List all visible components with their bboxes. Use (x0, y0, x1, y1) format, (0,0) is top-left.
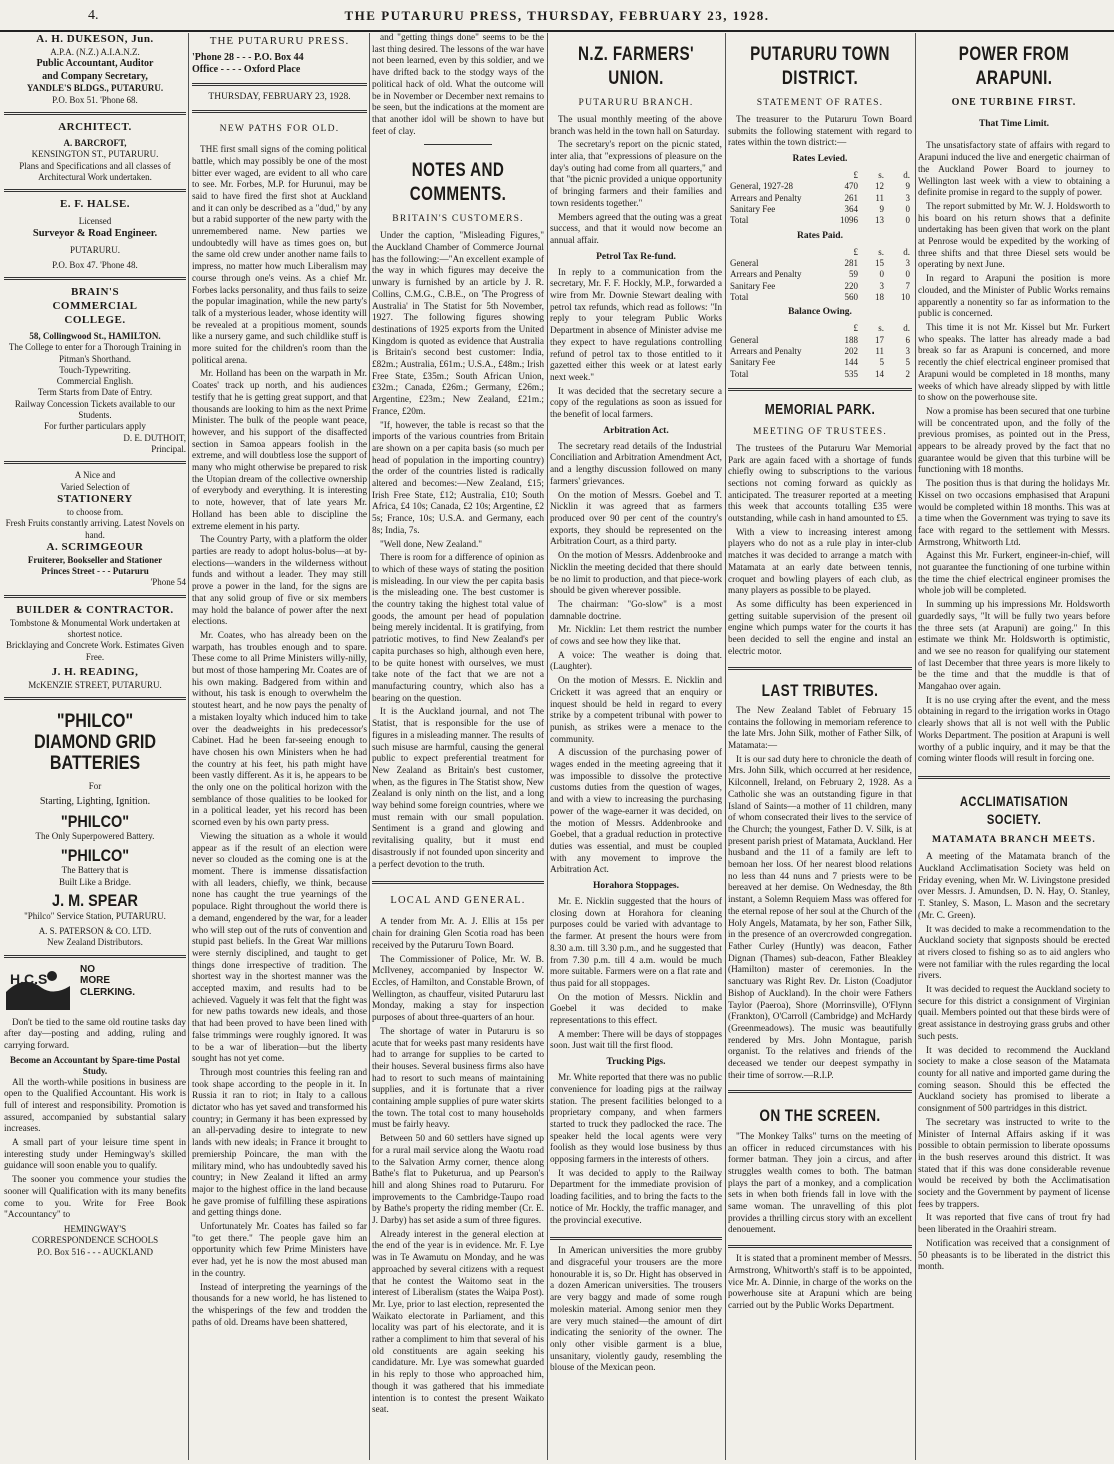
pigs-heading: Trucking Pigs. (606, 1057, 666, 1068)
town-district-column: PUTARURU TOWN DISTRICT. STATEMENT OF RATES. The treasurer to the Putaruru Town Board submits the following statement with regard to rates within the town district:— Rates Levied. £ s. d. General, 1927-28 470 12 9 Arrears and Penalty 261 11 3 Sanitary Fee 364 9 0 Total 1096 13 0 Rates Paid. £ s. d. General 281 15 3 Arrears and Penalty 59 0 0 Sanitary Fee 220 3 7 Total 560 18 10 Balance Owing. £ s. d. General 188 17 6 Arrears and Penalty 202 11 3 Sanitary Fee 144 5 5 Total 535 14 2 MEMORIAL PARK. MEETING OF TRUSTEES. The trustees of the Putaruru War Memorial Park are again faced with a shortage of funds chiefly owing to subscriptions to the various sections not coming forward as quickly as anticipated. The treasurer reported at a meeting this week that accounts totalling £35 were outstanding, while cash in hand amounted to £5. With a view to increasing interest among players who do not as a rule play in inter-club matches it was decided to arrange a match with Matamata at an early date between tennis, croquet and bowling players of each club, as many players as possible to be played. As some difficulty has been experienced in getting suitable supervision of the present oil engine which pumps water for the courts it has been decided to sell the engine and instal an electric motor. LAST TRIBUTES. The New Zealand Tablet of February 15 contains the following in memoriam reference to the late Mrs. John Silk, mother of Father Silk, of Matamata:— It is our sad duty here to chronicle the death of Mrs. John Silk, which occurred at her residence, Kilconnell, Ireland, on February 2, 1928. As a Catholic she was an outstanding figure in that Island of Saints—a mother of 11 children, many of whom consecrated their lives to the service of the Church; the youngest, Father D. V. Silk, is at present parish priest of Matamata, Auckland. Her husband and the 11 of a family are left to bemoan her loss. Of her nearest blood relations no less than 44 nuns and 7 priests were to be bereaved at her demise. On Wednesday, the 8th instant, a Solemn Requiem Mass was offered for the eternal repose of her soul at the Church of the Holy Angels, Matamata, by her son, Father Silk, in the presence of an overcrowded congregation. Father Curley (Huntly) was deacon, Father Dignan (Thames) sub-deacon, Father Bleakley (Hamilton) master of ceremonies. In the sanctuary was Right Rev. Dr. Liston (Coadjutor Bishop of Auckland). In the choir were Fathers Taylor (Paeroa), Shore (Morrinsville), O'Flynn (Frankton), O'Carroll (Cambridge) and McHardy (Greenmeadows). The music was beautifully rendered by Mrs. John Montague, parish organist. To the relatives and friends of the deceased we tender our deepest sympathy in their time of sorrow.—R.I.P. ON THE SCREEN. "The Monkey Talks" turns on the meeting of an officer in reduced circumstances with his former batman. They join a circus, and after struggles wealth comes to both. The batman plays the part of a monkey, and a complication sets in when both friends fall in love with the same woman. The unravelling of this plot provides a thrilling circus story with an excellent denouement. It is stated that a prominent member of Messrs. Armstrong, Whitworth's staff is to be appointed, vice Mr. A. Dinnie, in charge of the works on the powerhouse site at Arapuni which are being carried out by the Public Works Department. (728, 44, 912, 1311)
issue-date: THURSDAY, FEBRUARY 23, 1928. (208, 92, 351, 103)
balance-owing-table (728, 323, 912, 380)
rates-paid-table (728, 247, 912, 304)
rates-row: Total 1096 13 0 (730, 215, 910, 226)
editorial-continued: and "getting things done" seems to be the last thing desired. The lessons of the war have not been learned, even by this soldier, and we have drifted back to the stodgy ways of the political hack of old. What the outcome will be in November or December next remains to be seen, but the indications at the moment are that another idol will be shown to have but feet of clay. (372, 33, 544, 137)
acclimatisation-title: ACCLIMATISATION SOCIETY. (959, 793, 1069, 827)
column-divider (188, 33, 189, 1460)
arapuni-title: POWER FROM ARAPUNI. (958, 44, 1070, 89)
page-number: 4. (88, 8, 99, 23)
notes-body: Under the caption, "Misleading Figures," the Auckland Chamber of Commerce Journal has the following:—"An excellent example of the way in which figures may deceive the unwary is furnished by an article by J. R. Collins, C.M.G., C.B.E., on 'The Progress of Australia' in The Statist for 5th November, 1927. The following figures showing destinations of 1925 exports from the United Kingdom is quoted as evidence that Australia is Britain's second best customer: India, £82m.; Australia, £61m.; U.S.A., £48m.; Irish Free State, £35m.; South African Union, £32m.; Canada, £26m.; Germany, £26m.; Argentine, £23m.; New Zealand, £21m.; France, £20m. "If, however, the table is recast so that the imports of the various countries from Britain are shown on a per capita basis (so much per head of population in the importing country) the order of the countries listed is radically altered and becomes:—New Zealand, £15; Irish Free State, £12; Australia, £10; South Africa, £4 10s; Canada, £2 10s; Argentine, £2 5s; France, 10s; U.S.A. and Germany, each 8s; India, 7s. "Well done, New Zealand." There is room for a difference of opinion as to which of these ways of stating the position is misleading. In our view the per capita basis is the misleading one. The best customer is the country taking the highest total value of goods, the amount per head of population being merely incidental. It is gratifying, from patriotic motives, to find New Zealand's per capita purchases so high, although even here, to be quite honest with ourselves, we must take note of the fact that we are not a manufacturing country, which also has a bearing on the question. It is the Auckland journal, and not The Statist, that is responsible for the use of figures in a misleading manner. The results of such misuse are harmful, causing the general public to expect preferential treatment for New Zealand as Britain's best customer, when, as the figures in The Statist show, New Zealand is only ninth on the list, and a long way behind some foreign countries, where we must remain with our small population. Sentiment is a grand and glowing and revitalising quality, but it must end disastrously if not founded upon sincerity and a perfect devotion to the truth. (372, 231, 544, 870)
rates-paid-heading: Rates Paid. (797, 230, 843, 241)
rates-row: Arrears and Penalty 59 0 0 (730, 269, 910, 280)
local-body: A tender from Mr. A. J. Ellis at 15s per chain for draining Glen Scotia road has been received by the Putaruru Town Board. The Commissioner of Police, Mr. W. B. McIlveney, accompanied by Inspector W. Eccles, of Hamilton, and Constable Brown, of Wellington, as chauffeur, visited Putaruru last Monday, making a stay for inspection purposes of about three-quarters of an hour. The shortage of water in Putaruru is so acute that for weeks past many residents have had to arrange for supplies to be carted to their houses. Several business firms also have had to resort to such means of maintaining supplies, and it is fortunate that a river containing ample supplies of pure water skirts the town. The total cost to many households must be fairly heavy. Between 50 and 60 settlers have signed up for a rural mail service along the Waotu road to the Salvation Army corner, thence along Bathe's flat to Puketurua, and up Pearson's hill and along Shines road to Putaruru. For improvements to the Cambridge-Taupo road by Bathe's property the riding member (Cr. E. J. Darby) has set aside a sum of three figures. Already interest in the general election at the end of the year is in evidence. Mr. F. Lye was in Te Awamutu on Monday, and he was approached by several citizens with a request that he contest the Waitomo seat in the interest of Liberalism (states the Waipa Post). Mr. Lye, prior to last election, represented the Waikato electorate in Parliament, and this locality was part of his electorate, and it is rather a compliment to him that several of his old constituents are again seeking his candidature. Mr. Lye was somewhat guarded in his reply to those who approached him, though it was gathered that his immediate intention is to contest the present Waikato seat. (372, 917, 544, 1416)
arbitration-heading: Arbitration Act. (603, 425, 669, 436)
farmers-union-column: N.Z. FARMERS' UNION. PUTARURU BRANCH. The usual monthly meeting of the above branch was held in the town hall on Saturday. The secretary's report on the picnic stated, inter alia, that "expressions of pleasure on the day's outing had come from all quarters," and that "the picnic provided a unique opportunity of bringing farmers and their families and town residents together." Members agreed that the outing was a great success, and that it would now become an annual affair. Petrol Tax Re-fund. In reply to a communication from the secretary, Mr. F. F. Hockly, M.P., forwarded a wire from Mr. Downie Stewart dealing with petrol tax refunds, which read as follows: "In reply to your telegram Public Works Department in absence of Minister advise me they expect to have regulations controlling refund of petrol tax to those entitled to it gazetted either this week or at latest early next week." It was decided that the secretary secure a copy of the regulations as soon as issued for the benefit of local farmers. Arbitration Act. The secretary read details of the Industrial Conciliation and Arbitration Amendment Act, and a lengthy discussion followed on many farmers' grievances. On the motion of Messrs. Goebel and T. Nicklin it was agreed that as farmers produced over 90 per cent of the country's exports, they should be represented on the Arbitration Court, as a third party. On the motion of Messrs. Addenbrooke and Nicklin the meeting decided that there should be no limit to production, and that piece-work should be given wherever possible. The chairman: "Go-slow" is a most damnable doctrine. Mr. Nicklin: Let them restrict the number of cows and see how they like that. A voice: The weather is doing that. (Laughter). On the motion of Messrs. E. Nicklin and Crickett it was agreed that an enquiry or inquest should be held in regard to every strike by a competent tribunal with power to punish, as strikes were a menace to the community. A discussion of the purchasing power of wages ended in the meeting agreeing that it was impossible to dissolve the protective customs duties from the question of wages, and with a view to increasing the purchasing power of the wage-earner it was decided, on the motion of Messrs. Addenbrooke and Goebel, that a gradual reduction in protective duties was essential, and must be coupled with any movement to improve the Arbitration Act. Horahora Stoppages. Mr. E. Nicklin suggested that the hours of closing down at Horahora for cleaning purposes could be varied with advantage to the farmer. At present the hours were from 8.30 a.m. till 3.30 p.m., and he suggested that from 7.30 p.m. till 4 a.m. would be much more suitable. Farmers were on a flat rate and thus paid for all stoppages. On the motion of Messrs. Nicklin and Goebel it was decided to make representations to this effect. A member: There will be days of stoppages soon. Just wait till the first flood. Trucking Pigs. Mr. White reported that there was no public convenience for loading pigs at the railway station. The present facilities belonged to a proprietary company, and when farmers started to truck they padlocked the race. The speaker held the local agents were very foolish as they would lose business by thus opposing farmers in the interests of others. It was decided to apply to the Railway Department for the immediate provision of loading facilities, and to bring the facts to the notice of Mr. Hockly, the traffic manager, and the provincial executive. In American universities the more grubby and disgraceful your trousers are the more honourable it is, so Dr. Hight has observed in a dozen American universities. The trousers are very baggy and made of some rough moleskin material. Among senior men they are very much stained—the amount of dirt indicating the seniority of the owner. The only other visible garment is a blue, unsanitary, violently gaudy, resembling the blouse of the Mexican peon. (550, 44, 722, 1374)
philco-ad: "PHILCO" DIAMOND GRID BATTERIES For Starting, Lighting, Ignition. "PHILCO" The Only Superpowered Battery. "PHILCO" The Battery that is Built Like a Bridge. J. M. SPEAR "Philco" Service Station, PUTARURU. A. S. PATERSON & CO. LTD. New Zealand Distributors. (24, 711, 166, 948)
arapuni-body: The unsatisfactory state of affairs with regard to Arapuni induced the live and energetic chairman of the Auckland Power Board to journey to Wellington last week with a view to obtaining a definite promise in regard to the supply of power. The report submitted by Mr. W. J. Holdsworth to his board on his return shows that a definite undertaking has been given that work on the plant at Penrose would be expedited by the working of three shifts and that three Diesel sets would be operating by next June. In regard to Arapuni the position is more clouded, and the Minister of Public Works remains apparently a nonentity so far as information to the public is concerned. This time it is not Mr. Kissel but Mr. Furkert who speaks. The latter has already made a bad break so far as Arapuni is concerned, and more recently the chief electrical engineer promised that Arapuni would be completed in 18 months, many weeks of which have already slipped by with little to show on the powerhouse site. Now a promise has been secured that one turbine will be concentrated upon, and the folly of the previous promises, as pointed out in the Press, appears to be already proved by the fact that no guarantee would be given that this turbine will be functioning with 18 months. The position thus is that during the holidays Mr. Kissel on two occasions emphasised that Arapuni would be completed within 18 months. This was at a time when the Government was trying to save its face with regard to the settlement with Messrs. Armstrong, Whitworth Ltd. Against this Mr. Furkert, engineer-in-chief, will not guarantee the functioning of one turbine within the time the chief electrical engineer promises the whole job will be completed. In summing up his impressions Mr. Holdsworth guardedly says, "It will be fully two years before the three sets (at Arapuni) are going." In this estimate we think Mr. Holdsworth is optimistic, and we see no reason for qualifying our statement of last December that three years is more likely to be the time and that the muddle is that of Mangahao over again. It is no use crying after the event, and the mess obtaining in regard to the irrigation works in Otago clearly shows that all is not well with the Public Works Department. The position at Arapuni is well worthy of a public inquiry, and it may be that the coming winter floods will result in forcing one. (918, 141, 1110, 765)
notes-column (372, 33, 544, 1464)
town-title: PUTARURU TOWN DISTRICT. (750, 44, 890, 89)
rates-row: Total 560 18 10 (730, 291, 910, 302)
tributes-title: LAST TRIBUTES. (761, 680, 879, 700)
rates-row: Arrears and Penalty 202 11 3 (730, 345, 910, 356)
balance-owing-heading: Balance Owing. (788, 307, 852, 318)
petrol-heading: Petrol Tax Re-fund. (596, 251, 676, 262)
masthead (0, 0, 1114, 32)
column-divider (725, 33, 726, 1460)
armstrong-note: It is stated that a prominent member of Messrs. Armstrong, Whitworth's staff is to be appointed, vice Mr. A. Dinnie, in charge of the works on the powerhouse site at Arapuni which are being carried out by the Public Works Department. (728, 1254, 912, 1311)
column-divider (915, 33, 916, 1460)
notes-title: NOTES AND COMMENTS. (409, 160, 507, 206)
rates-row: Sanitary Fee 220 3 7 (730, 280, 910, 291)
editorial-column (192, 33, 367, 1464)
currency-units-row: £ s. d. (853, 246, 910, 257)
memorial-subtitle: MEETING OF TRUSTEES. (753, 425, 887, 437)
newspaper-header: THE PUTARURU PRESS, THURSDAY, FEBRUARY 23, 1928. (344, 8, 770, 23)
screen-title: ON THE SCREEN. (759, 1106, 881, 1126)
american-note: In American universities the more grubby and disgraceful your trousers are the more honourable it is, so Dr. Hight has observed in a dozen American universities. The trousers are very baggy and made of some rough moleskin material. Among senior men they are very much stained—the amount of dirt indicating the seniority of the owner. The only other visible garment is a blue, unsanitary, violently gaudy, resembling the blouse of the Mexican peon. (550, 1246, 722, 1374)
office-line: Office - - - - Oxford Place (192, 64, 301, 76)
svg-text:H.C.S: H.C.S (10, 970, 48, 987)
architect-ad: ARCHITECT. A. BARCROFT, KENSINGTON ST., PUTARURU. Plans and Specifications and all classes of Architectural Work undertaken. (19, 121, 171, 182)
rates-row: Total 535 14 2 (730, 368, 910, 379)
hemingway-ad: H.C.S NO MORE CLERKING. Don't be tied to the same old routine tasks day after day—posting and adding, ruling and carrying forward. Become an Accountant by Spare-time Postal Study. All the worth-while positions in business are open to the Qualified Accountant. His work is full of interest and responsibility. Promotion is assured, accompanied by substantial salary increases. A small part of your leisure time spent in interesting study under Hemingway's skilled guidance will soon enable you to qualify. The sooner you commence your studies the sooner will Qualification with its many benefits come to you. Write for Free Book "Accountancy" to HEMINGWAY'S CORRESPONDENCE SCHOOLS P.O. Box 516 - - - AUCKLAND (4, 963, 186, 1257)
dukeson-ad: A. H. DUKESON, Jun. A.P.A. (N.Z.) A.I.A.N.Z. Public Accountant, Auditor and Company Secretary, YANDLE'S BLDGS., PUTARURU. P.O. Box 51. 'Phone 68. (26, 33, 164, 105)
notes-subtitle: BRITAIN'S CUSTOMERS. (392, 213, 524, 225)
rates-row: Sanitary Fee 364 9 0 (730, 204, 910, 215)
local-title: LOCAL AND GENERAL. (390, 895, 526, 907)
rates-row: General 281 15 3 (730, 257, 910, 268)
advertisements-column (4, 33, 186, 1464)
paper-name: THE PUTARURU PRESS. (209, 35, 350, 47)
hcs-logo-icon (4, 964, 74, 1014)
rates-row: Sanitary Fee 144 5 5 (730, 357, 910, 368)
editorial-body: THE first small signs of the coming political battle, which may possibly be one of the most bitter ever waged, are evident to all who care to see. Mr. Forbes, M.P. for Hurunui, may be said to have fired the first shot at Auckland and it can only be described as a "dud," by any but a rabid supporter of the new party with the unremembered name. New parties we undoubtedly will have as times goes on, but the same old crew under another name fails to impress, no matter how much Liberalism may course through one's veins. As a chief Mr. Forbes lacks personality, and thus fails to seize the popular imagination, while the new party's talk of a mysterious leader, whose identity will be revealed at a propitious moment, sounds like a nursery game, and such childlike stuff is more suited for the children's room than the political arena. Mr. Holland has been on the warpath in Mr. Coates' track up north, and his audiences testify that he is getting great support, and that thousands are looking to him as the next Prime Minister. The bulk of the people want peace, however, and his support of the disaffected section in Samoa appears foolish in the extreme, and will doubtless lose the support of many who might otherwise be prepared to risk the Utopian dream of the collective ownership of everybody and everything. It is interesting to note, however, that of late years Mr. Holland has been able to discipline the extreme element in his party. The Country Party, with a platform the older parties are ready to adopt holus-bolus—at by-elections—wanders in the wilderness without funds and without a leader. They may still prove a power in the land, for the signs are that any solid group of five or six members may hold the balance of power after the next elections. Mr. Coates, who has already been on the warpath, has troubles enough and to spare. These come to all Prime Ministers willy-nilly, but most of those hampering Mr. Coates are of his own making. Badgered from within and without, his task is enough to overwhelm the stoutest heart, and he now pays the penalty of a mistaken loyalty which induced him to take over the deadweights in his predecessor's Cabinet. Had he been far-seeing enough to have chosen his own Ministers when he had the country at his feet, his path might have been vastly different. As it is, he appears to be the only one on the political horizon with the semblance of those qualities to be looked for in a political leader, yet his record has been scorned even by his own party press. Viewing the situation as a whole it would appear as if the result of an election were never so clouded as the coming one is at the moment. There is immense dissatisfaction with all leaders, chiefly, we think, because none has caught the true yearnings of the populace. Right throughout the world there is a demand, engendered by the war, for a leader who will step out of the ruts of convention and stupid past beliefs. In the Great War millions were sternly disciplined, and taught to get things done irrespective of tradition. The shortest way in the shortest manner was the accepted maxim, and results had to be achieved. Vaguely it was felt that the fight was for new paths towards new ideals, and those that had been proved to have been lined with false trimmings were roughly ignored. It was to be a war of liberation—but the liberty sought has not yet come. Through most countries this feeling ran and took shape according to the people in it. In Russia it ran to riot; in Italy to a callous dictator who has yet saved and transformed his country; in Germany it has been expressed by an all-pervading desire to integrate to new lands with new ideals; in France it brought to premiership Poincare, the man with the military mind, who has undoubtedly saved his country; in New Zealand it lifted an army major to the highest office in the land because he gave promise of fulfilling these aspirations and getting things done. Unfortunately Mr. Coates has failed so far "to get there." The people gave him an opportunity which few Prime Ministers have ever had, yet he is now the most abused man in the country. Instead of interpreting the yearnings of the thousands for a new world, he has listened to the whisperings of the few and trodden the paths of old. Dreams have been shattered, (192, 145, 367, 1328)
builder-ad: BUILDER & CONTRACTOR. Tombstone & Monumental Work undertaken at shortest notice. Bricklaying and Concrete Work. Estimates Given Free. J. H. READING, McKENZIE STREET, PUTARURU. (5, 603, 185, 690)
horahora-heading: Horahora Stoppages. (592, 881, 680, 892)
arapuni-subtitle-2: That Time Limit. (978, 119, 1050, 130)
phone-line: 'Phone 28 - - - P.O. Box 44 (192, 51, 304, 63)
farmers-title: N.Z. FARMERS' UNION. (577, 44, 695, 89)
rates-row: General 188 17 6 (730, 334, 910, 345)
acclimatisation-subtitle: MATAMATA BRANCH MEETS. (932, 834, 1096, 846)
arapuni-subtitle: ONE TURBINE FIRST. (951, 96, 1077, 108)
rates-subtitle: STATEMENT OF RATES. (756, 96, 884, 108)
arapuni-column (918, 33, 1110, 1464)
memorial-title: MEMORIAL PARK. (764, 400, 876, 418)
halse-ad: E. F. HALSE. Licensed Surveyor & Road Engineer. PUTARURU. P.O. Box 47. 'Phone 48. (32, 198, 158, 270)
acclimatisation-body: A meeting of the Matamata branch of the Auckland Acclimatisation Society was held on Friday evening, when Mr. W. Livingstone presided over Messrs. J. Amundsen, D. N. Hay, O. Stanley, T. Stanley, S. Mason, L. Mason and the secretary (Mr. C. Green). It was decided to make a recommendation to the Auckland society that signposts should be erected at rivers closed to fishing so as to aid anglers who were not familiar with the rules regarding the local rivers. It was decided to request the Auckland society to secure for this district a consignment of Virginian quail. Members pointed out that these birds were of great assistance in destroying grass grubs and other such pests. It was decided to recommend the Auckland society to make a close season of the Matamata county for all native and imported game during the coming season. Should this be effected the Auckland society has promised to liberate a consignment of 500 partridges in this district. The secretary was instructed to write to the Minister of Internal Affairs asking if it was possible to obtain permission to liberate opossums in the bush reserves around this district. It was stated that if this was done considerable revenue would be received by both the Acclimatisation society and the Government by payment of license fees by trappers. It was reported that five cans of trout fry had been liberated in the Oraahiri stream. Notification was received that a consignment of 50 pheasants is to be liberated in the district this month. (918, 852, 1110, 1273)
brains-college-ad: BRAIN'S COMMERCIAL COLLEGE. 58, Collingwood St., HAMILTON. The College to enter for a Thorough Training in Pitman's Shorthand. Touch-Typewriting. Commercial English. Term Starts from Date of Entry. Railway Concession Tickets available to our Students. For further particulars apply D. E. DUTHOIT, Principal. (8, 286, 186, 455)
rates-levied-heading: Rates Levied. (792, 154, 848, 165)
currency-units-row: £ s. d. (853, 170, 910, 181)
rates-row: Arrears and Penalty 261 11 3 (730, 192, 910, 203)
currency-units-row: £ s. d. (853, 323, 910, 334)
column-divider (369, 33, 370, 1460)
rates-levied-table (728, 170, 912, 227)
column-divider (547, 33, 548, 1460)
farmers-subtitle: PUTARURU BRANCH. (578, 96, 694, 108)
rates-row: General, 1927-28 470 12 9 (730, 181, 910, 192)
scrimgeour-ad: A Nice and Varied Selection of STATIONERY to choose from. Fresh Fruits constantly arriving. Latest Novels on hand. A. SCRIMGEOUR Fruiterer, Bookseller and Stationer Princes Street - - - Putaruru 'Phone 54 (5, 470, 186, 588)
editorial-title: NEW PATHS FOR OLD. (219, 123, 340, 135)
